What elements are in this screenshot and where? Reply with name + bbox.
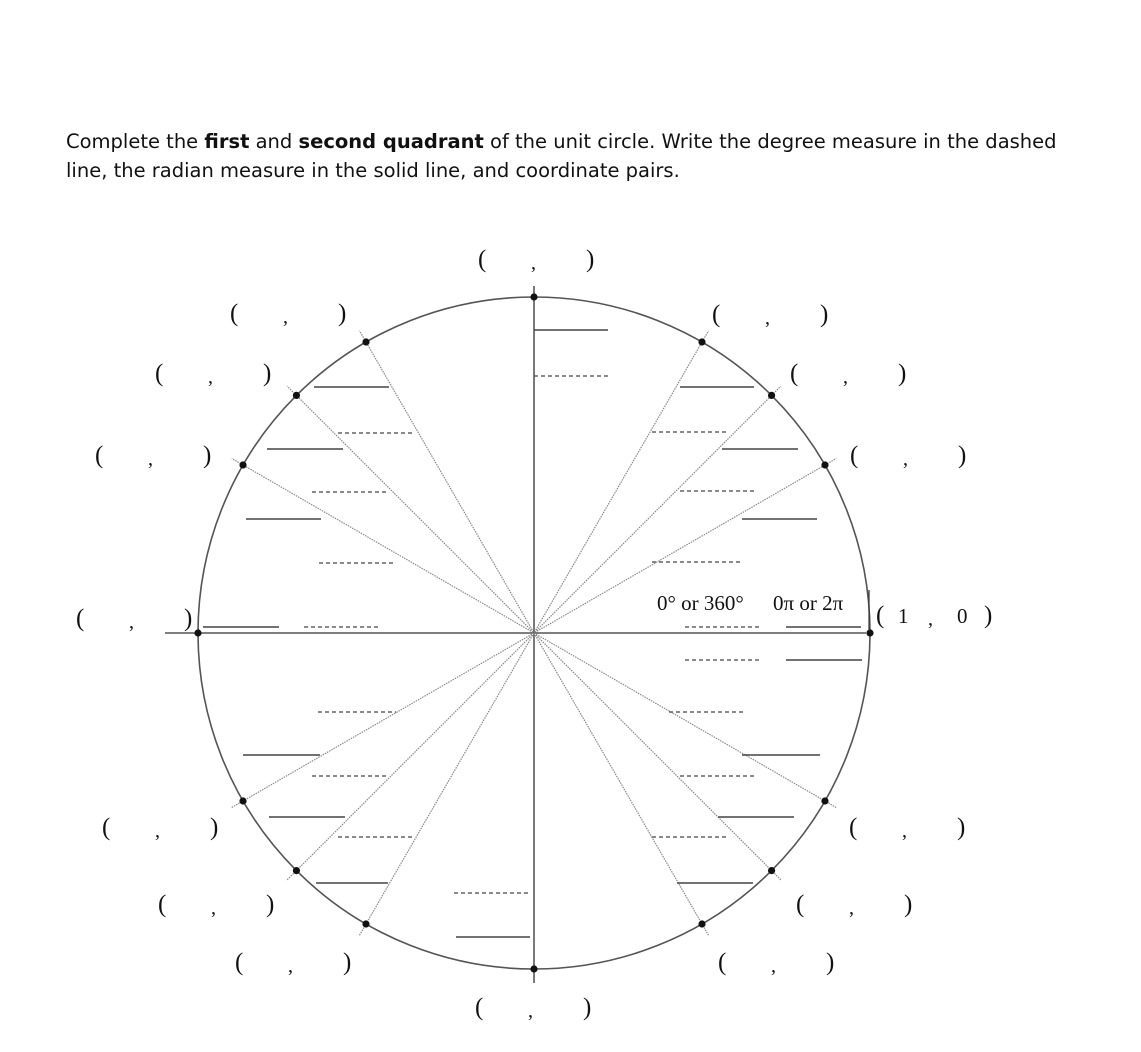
- coordinate-open-paren: (: [76, 605, 85, 632]
- coordinate-comma: ,: [288, 955, 293, 977]
- coordinate-open-paren: (: [790, 360, 799, 387]
- coordinate-comma: ,: [129, 611, 134, 633]
- point-0deg: [866, 629, 873, 636]
- coordinate-comma: ,: [849, 897, 854, 919]
- instructions-text-1: Complete the: [66, 130, 205, 153]
- coordinate-open-paren: (: [478, 246, 487, 273]
- coordinate-comma: ,: [528, 1000, 533, 1022]
- blank-coordinate-pair: [478, 246, 594, 274]
- coordinate-comma: ,: [155, 820, 160, 842]
- coordinate-close-paren: ): [266, 891, 275, 918]
- given-coordinate-x: 1: [898, 604, 909, 628]
- point-225deg: [293, 867, 300, 874]
- instructions-text-2: and: [249, 130, 299, 153]
- coordinate-close-paren: ): [583, 994, 592, 1021]
- coordinate-comma: ,: [903, 448, 908, 470]
- coordinate-comma: ,: [765, 307, 770, 329]
- given-coordinate-open-paren: (: [876, 602, 885, 629]
- point-240deg: [362, 920, 369, 927]
- coordinate-open-paren: (: [155, 360, 164, 387]
- coordinate-close-paren: ): [958, 442, 967, 469]
- blank-coordinate-pair: [850, 442, 966, 470]
- point-30deg: [821, 461, 828, 468]
- coordinate-comma: ,: [208, 366, 213, 388]
- point-150deg: [239, 461, 246, 468]
- blank-coordinate-pair: [158, 891, 274, 919]
- coordinate-comma: ,: [531, 252, 536, 274]
- coordinate-comma: ,: [283, 306, 288, 328]
- instructions-bold-first: first: [204, 130, 250, 153]
- coordinate-open-paren: (: [235, 949, 244, 976]
- given-radian-label: 0π or 2π: [773, 591, 844, 615]
- coordinate-close-paren: ): [904, 891, 913, 918]
- given-coordinate-y: 0: [957, 604, 968, 628]
- blank-coordinate-pair: [230, 300, 346, 328]
- point-300deg: [698, 920, 705, 927]
- blank-coordinate-pair: [102, 814, 218, 842]
- coordinate-comma: ,: [771, 955, 776, 977]
- coordinate-comma: ,: [902, 820, 907, 842]
- point-180deg: [194, 629, 201, 636]
- coordinate-open-paren: (: [95, 442, 104, 469]
- coordinate-open-paren: (: [796, 891, 805, 918]
- coordinate-comma: ,: [211, 897, 216, 919]
- coordinate-open-paren: (: [718, 949, 727, 976]
- point-120deg: [362, 338, 369, 345]
- coordinate-open-paren: (: [850, 442, 859, 469]
- given-coordinate-close-paren: ): [984, 602, 993, 629]
- blank-coordinate-pair: [796, 891, 912, 919]
- blank-coordinate-pair: [712, 301, 828, 329]
- coordinate-open-paren: (: [230, 300, 239, 327]
- coordinate-close-paren: ): [957, 814, 966, 841]
- point-45deg: [768, 392, 775, 399]
- point-210deg: [239, 797, 246, 804]
- coordinate-close-paren: ): [184, 605, 193, 632]
- coordinate-close-paren: ): [586, 246, 595, 273]
- coordinate-close-paren: ): [203, 442, 212, 469]
- coordinate-open-paren: (: [158, 891, 167, 918]
- coordinate-close-paren: ): [820, 301, 829, 328]
- blank-coordinate-pair: [718, 949, 834, 977]
- blank-coordinate-pair: [790, 360, 906, 388]
- blank-coordinate-pair: [849, 814, 965, 842]
- point-135deg: [293, 392, 300, 399]
- instructions-text-3: of the unit circle. Write the degree measure in the dashed line, the radian measure in the solid line, and coordinate pairs.: [66, 130, 1057, 182]
- coordinate-close-paren: ): [210, 814, 219, 841]
- point-330deg: [821, 797, 828, 804]
- given-degree-label: 0° or 360°: [657, 591, 744, 615]
- coordinate-close-paren: ): [898, 360, 907, 387]
- coordinate-comma: ,: [148, 448, 153, 470]
- point-315deg: [768, 867, 775, 874]
- coordinate-open-paren: (: [712, 301, 721, 328]
- point-60deg: [698, 338, 705, 345]
- coordinate-open-paren: (: [849, 814, 858, 841]
- coordinate-close-paren: ): [343, 949, 352, 976]
- coordinate-comma: ,: [843, 366, 848, 388]
- blank-coordinate-pair: [95, 442, 211, 470]
- given-coordinate-comma: ,: [928, 608, 933, 630]
- coordinate-open-paren: (: [475, 994, 484, 1021]
- coordinate-close-paren: ): [826, 949, 835, 976]
- point-90deg: [530, 293, 537, 300]
- coordinate-close-paren: ): [263, 360, 272, 387]
- blank-coordinate-pair: [76, 605, 192, 633]
- blank-coordinate-pair: [235, 949, 351, 977]
- coordinate-close-paren: ): [338, 300, 347, 327]
- instructions-bold-second-quadrant: second quadrant: [298, 130, 484, 153]
- coordinate-open-paren: (: [102, 814, 111, 841]
- blank-coordinate-pair: [155, 360, 271, 388]
- blank-coordinate-pair: [475, 994, 591, 1022]
- point-270deg: [530, 965, 537, 972]
